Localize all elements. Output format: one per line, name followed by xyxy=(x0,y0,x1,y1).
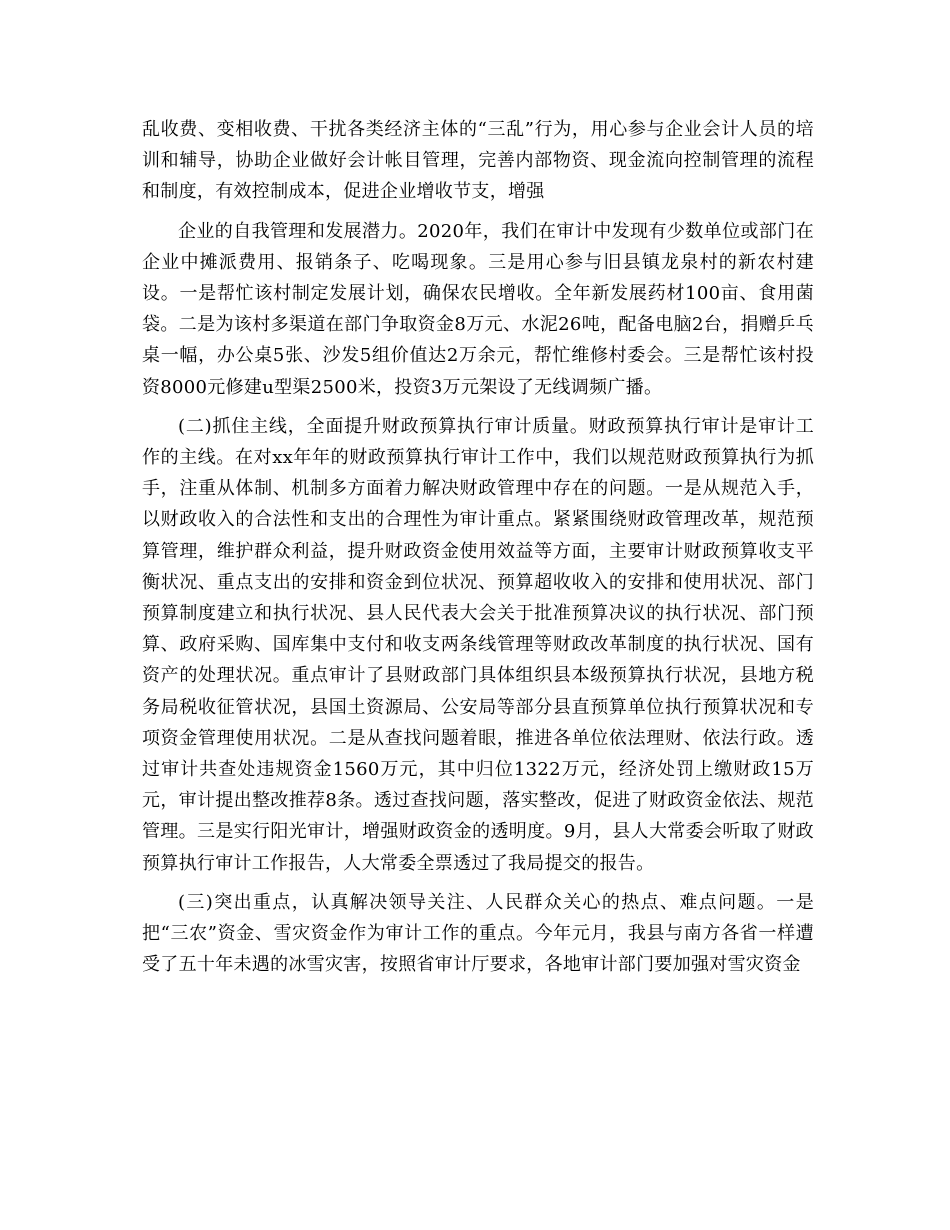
paragraph-key-issues: (三)突出重点，认真解决领导关注、人民群众关心的热点、难点问题。一是把“三农”资金、雪灾资金作为审计工作的重点。今年元月，我县与南方各省一样遭受了五十年未遇的冰雪灾害，按照省审计厅要求，各地审计部门要加强对雪灾资金 xyxy=(142,891,814,976)
paragraph-budget-audit: (二)抓住主线，全面提升财政预算执行审计质量。财政预算执行审计是审计工作的主线。在对xx年年的财政预算执行审计工作中，我们以规范财政预算执行为抓手，注重从体制、机制多方面着力解决财政管理中存在的问题。一是从规范入手，以财政收入的合法性和支出的合理性为审计重点。紧紧围绕财政管理改革，规范预算管理，维护群众利益，提升财政资金使用效益等方面，主要审计财政预算收支平衡状况、重点支出的安排和资金到位状况、预算超收收入的安排和使用状况、部门预算制度建立和执行状况、县人民代表大会关于批准预算决议的执行状况、部门预算、政府采购、国库集中支付和收支两条线管理等财政改革制度的执行状况、国有资产的处理状况。重点审计了县财政部门具体组织县本级预算执行状况，县地方税务局税收征管状况，县国土资源局、公安局等部分县直预算单位执行预算状况和专项资金管理使用状况。二是从查找问题着眼，推进各单位依法理财、依法行政。透过审计共查处违规资金1560万元，其中归位1322万元，经济处罚上缴财政15万元，审计提出整改推荐8条。透过查找问题，落实整改，促进了财政资金依法、规范管理。三是实行阳光审计，增强财政资金的透明度。9月，县人大常委会听取了财政预算执行审计工作报告，人大常委全票透过了我局提交的报告。 xyxy=(142,415,814,874)
paragraph-self-management: 企业的自我管理和发展潜力。2020年，我们在审计中发现有少数单位或部门在企业中摊派费用、报销条子、吃喝现象。三是用心参与旧县镇龙泉村的新农村建设。一是帮忙该村制定发展计划，确保农民增收。全年新发展药材100亩、食用菌袋。二是为该村多渠道在部门争取资金8万元、水泥26吨，配备电脑2台，捐赠乒乓桌一幅，办公桌5张、沙发5组价值达2万余元，帮忙维修村委会。三是帮忙该村投资8000元修建u型渠2500米，投资3万元架设了无线调频广播。 xyxy=(142,220,814,398)
document-body xyxy=(142,114,814,980)
paragraph-continuation: 乱收费、变相收费、干扰各类经济主体的“三乱”行为，用心参与企业会计人员的培训和辅导，协助企业做好会计帐目管理，完善内部物资、现金流向控制管理的流程和制度，有效控制成本，促进企业增收节支，增强 xyxy=(142,119,814,203)
